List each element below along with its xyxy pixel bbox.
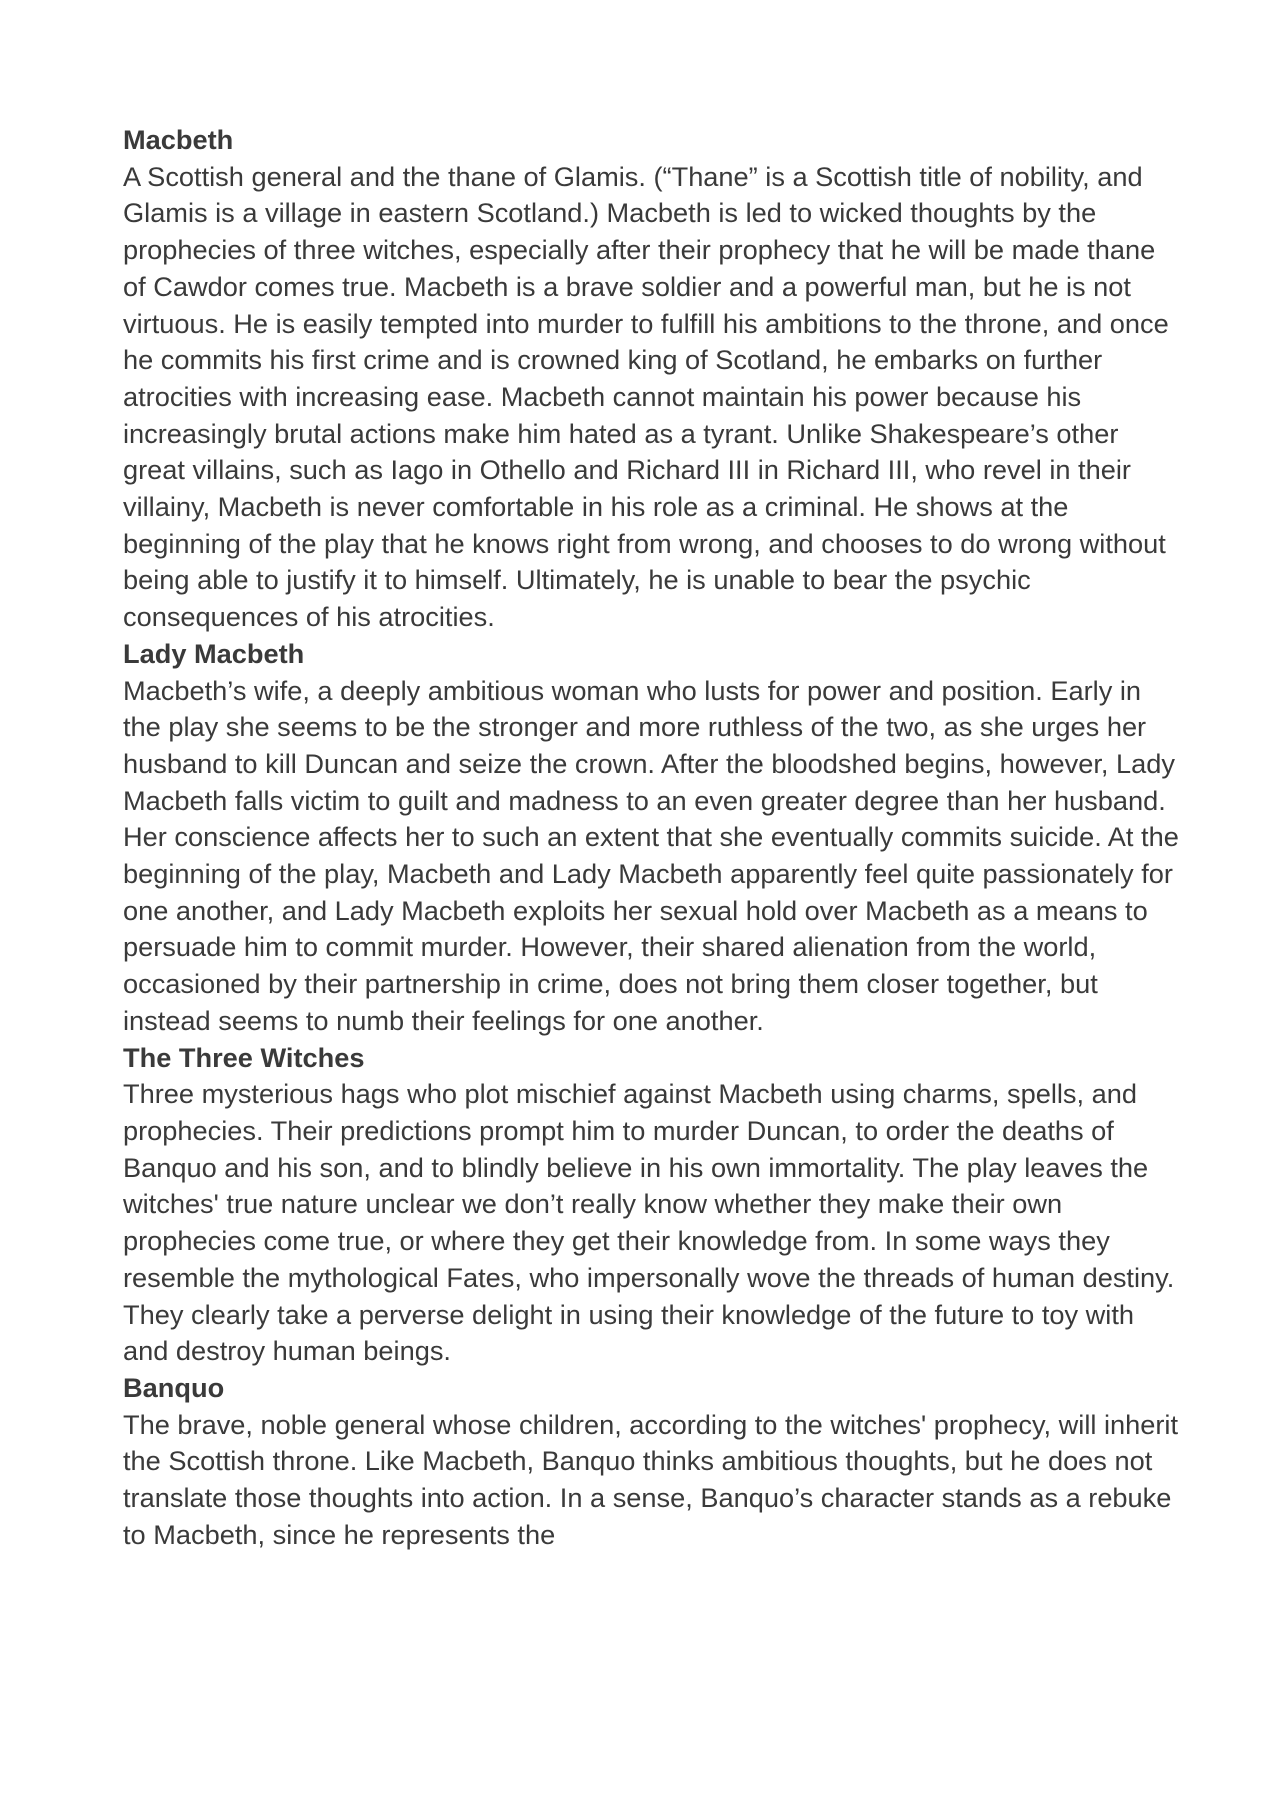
section-heading-macbeth: Macbeth <box>123 124 234 155</box>
section-body-macbeth: A Scottish general and the thane of Glamis. (“Thane” is a Scottish title of nobility, and Glamis is a village in eastern Scotland.) Macbeth is led to wicked thoughts by the prophecies of three witches, especially after their prophecy that he will be made thane of Cawdor comes true. Macbeth is a brave soldier and a powerful man, but he is not virtuous. He is easily tempted into murder to fulfill his ambitions to the throne, and once he commits his first crime and is crowned king of Scotland, he embarks on further atrocities with increasing ease. Macbeth cannot maintain his power because his increasingly brutal actions make him hated as a tyrant. Unlike Shakespeare’s other great villains, such as Iago in Othello and Richard III in Richard III, who revel in their villainy, Macbeth is never comfortable in his role as a criminal. He shows at the beginning of the play that he knows right from wrong, and chooses to do wrong without being able to justify it to himself. Ultimately, he is unable to bear the psychic consequences of his atrocities. <box>123 160 1169 633</box>
section-body-three-witches: Three mysterious hags who plot mischief against Macbeth using charms, spells, and prophecies. Their predictions prompt him to murder Duncan, to order the deaths of Banquo and his son, and to blindly believe in his own immortality. The play leaves the witches' true nature unclear we don’t really know whether they make their own prophecies come true, or where they get their knowledge from. In some ways they resemble the mythological Fates, who impersonally wove the threads of human destiny. They clearly take a perverse delight in using their knowledge of the future to toy with and destroy human beings. <box>123 1078 1175 1367</box>
section-heading-three-witches: The Three Witches <box>123 1041 365 1073</box>
section-body-lady-macbeth: Macbeth’s wife, a deeply ambitious woman who lusts for power and position. Early in the play she seems to be the stronger and more ruthless of the two, as she urges her husband to kill Duncan and seize the crown. After the bloodshed begins, however, Lady Macbeth falls victim to guilt and madness to an even greater degree than her husband. Her conscience affects her to such an extent that she eventually commits suicide. At the beginning of the play, Macbeth and Lady Macbeth apparently feel quite passionately for one another, and Lady Macbeth exploits her sexual hold over Macbeth as a means to persuade him to commit murder. However, their shared alienation from the world, occasioned by their partnership in crime, does not bring them closer together, but instead seems to numb their feelings for one another. <box>123 674 1179 1036</box>
section-heading-banquo: Banquo <box>123 1371 225 1403</box>
section-body-banquo: The brave, noble general whose children, according to the witches' prophecy, will inherit the Scottish throne. Like Macbeth, Banquo thinks ambitious thoughts, but he does not translate those thoughts into action. In a sense, Banquo’s character stands as a rebuke to Macbeth, since he represents the <box>123 1408 1179 1550</box>
section-heading-lady-macbeth: Lady Macbeth <box>123 637 305 669</box>
document-page <box>123 122 1183 1553</box>
